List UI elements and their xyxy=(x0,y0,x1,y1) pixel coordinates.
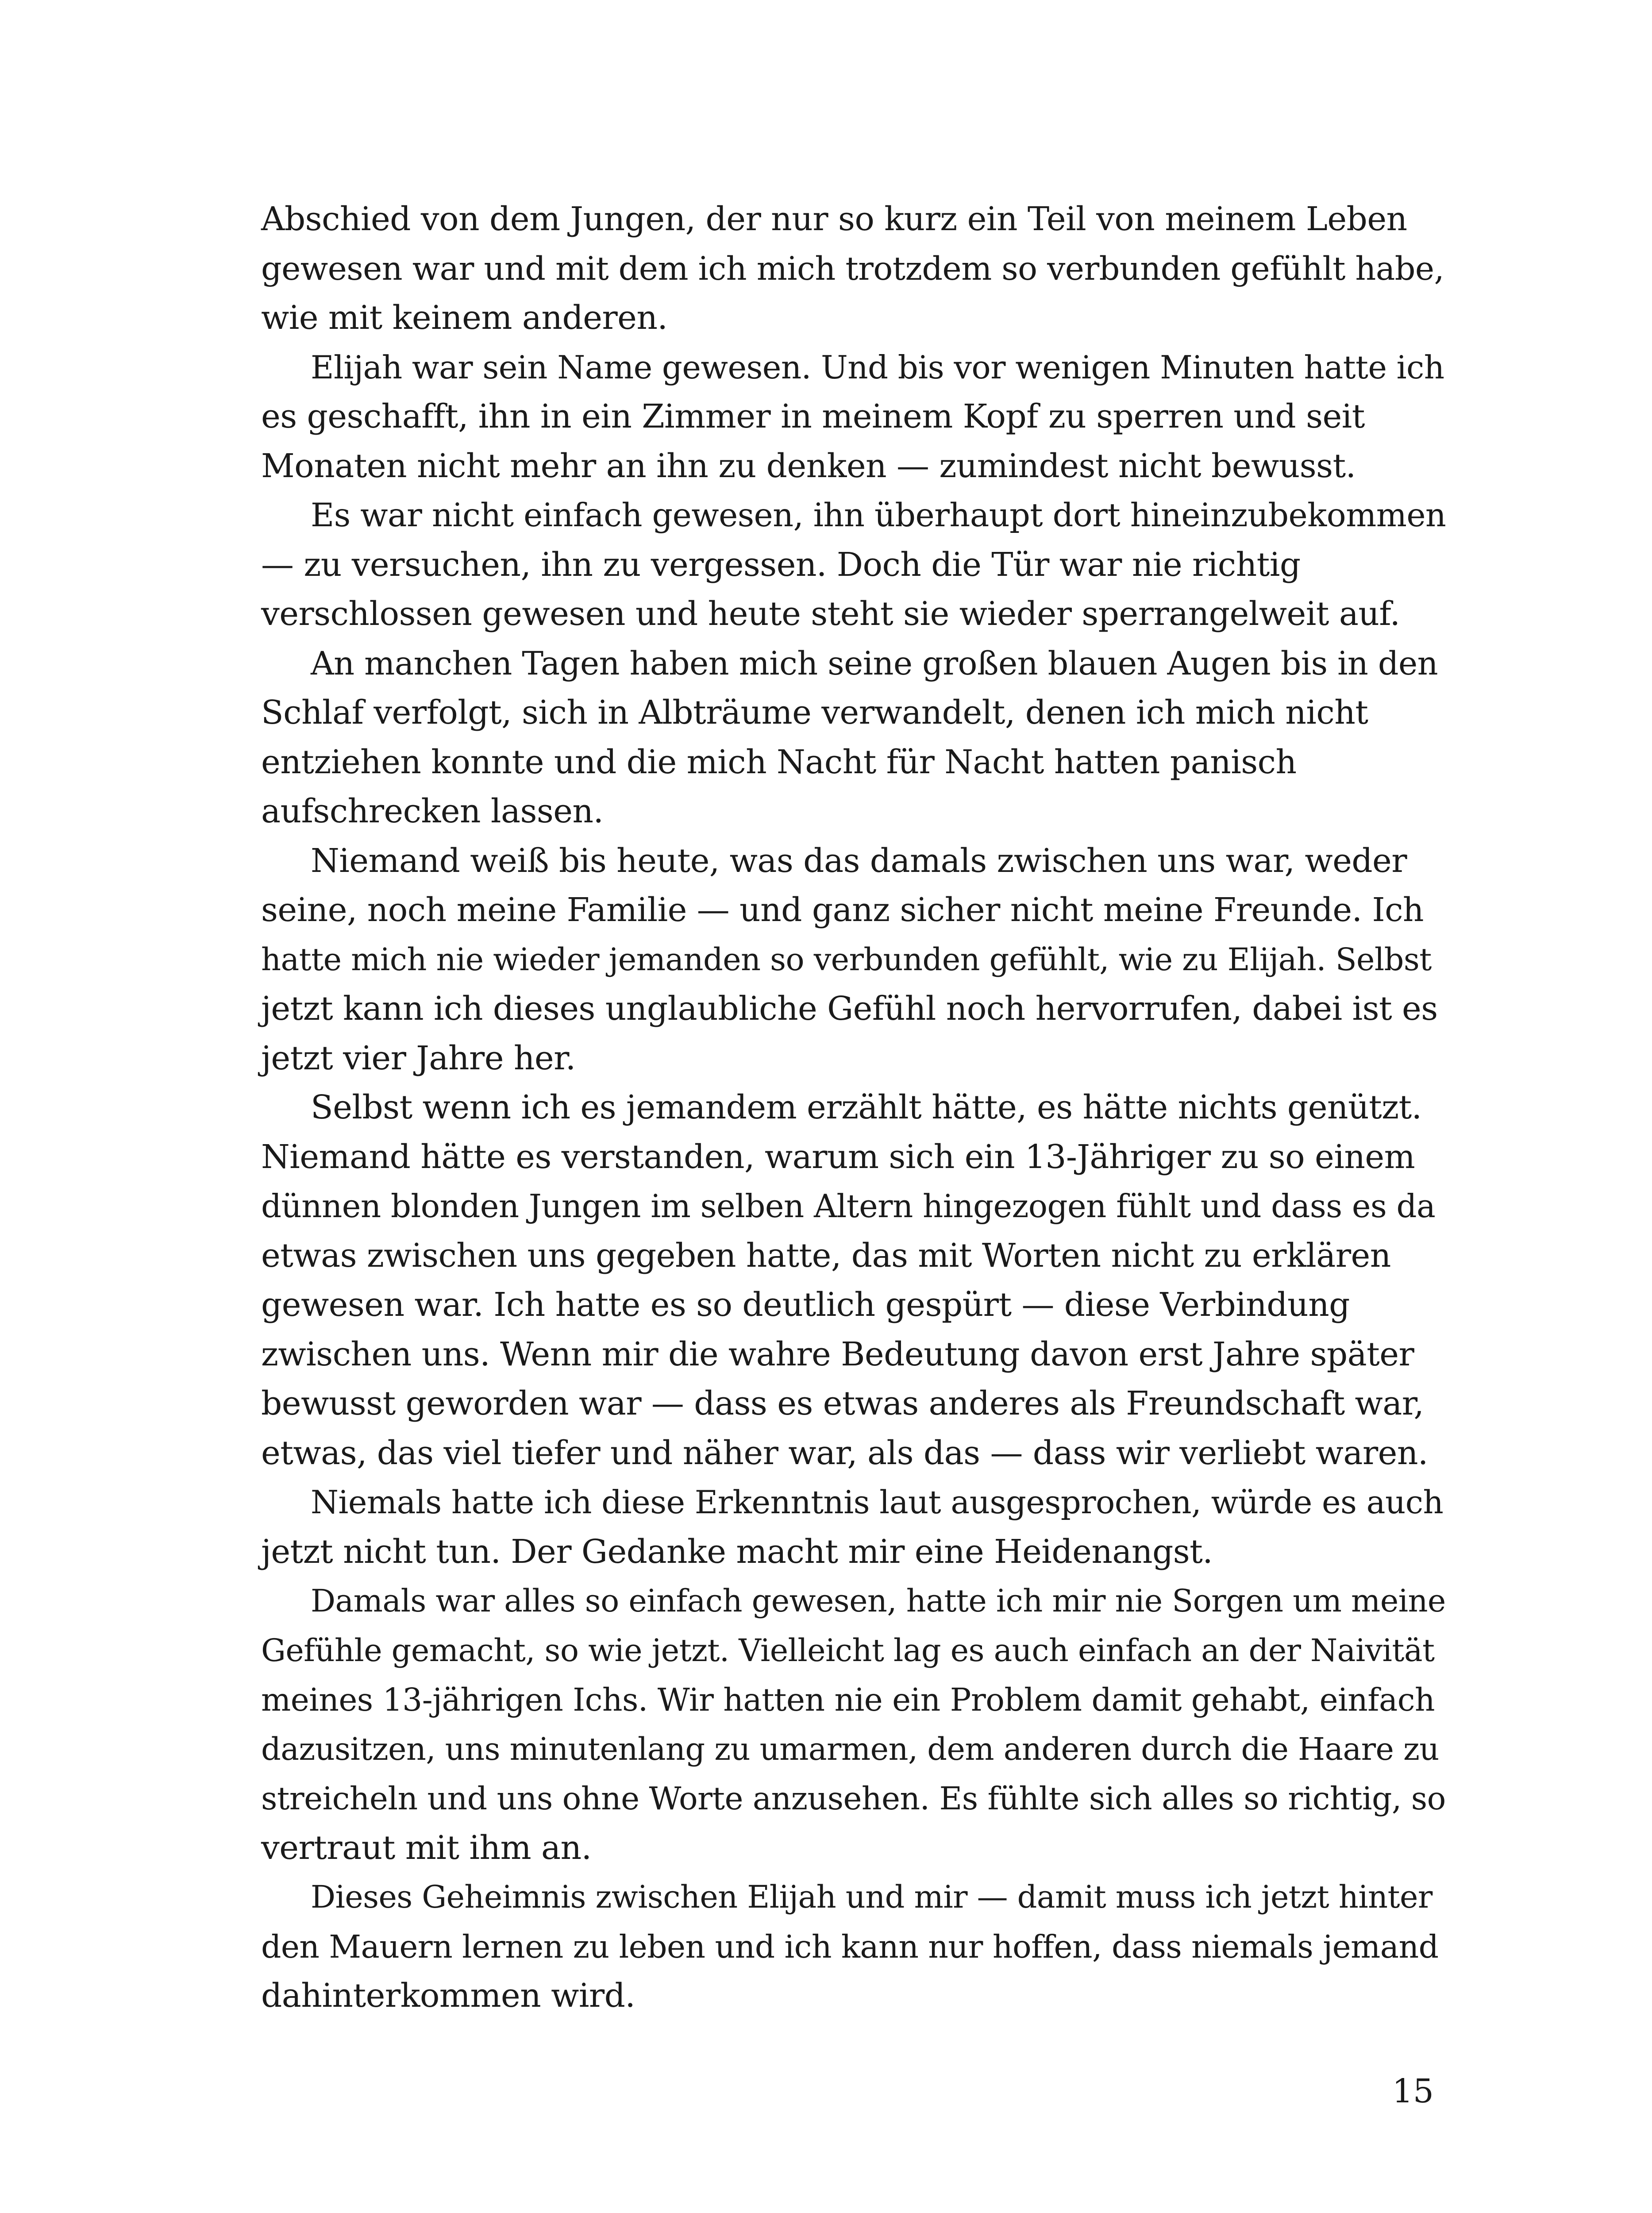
text-line: wie mit keinem anderen. xyxy=(261,299,668,337)
text-line: Niemand hätte es verstanden, warum sich ein 13-Jähriger zu so einem xyxy=(261,1137,1415,1176)
text-line: Dieses Geheimnis zwischen Elijah und mir — damit muss ich jetzt hinter xyxy=(311,1879,1433,1915)
text-line: etwas zwischen uns gegeben hatte, das mit Worten nicht zu erklären xyxy=(261,1236,1391,1275)
text-line: Monaten nicht mehr an ihn zu denken — zumindest nicht bewusst. xyxy=(261,447,1356,485)
text-line: — zu versuchen, ihn zu vergessen. Doch die Tür war nie richtig xyxy=(261,545,1301,584)
text-line: Abschied von dem Jungen, der nur so kurz ein Teil von meinem Leben xyxy=(261,200,1407,238)
text-line: seine, noch meine Familie — und ganz sicher nicht meine Freunde. Ich xyxy=(261,891,1424,929)
text-line: An manchen Tagen haben mich seine großen blauen Augen bis in den xyxy=(311,644,1438,682)
text-line: dahinterkommen wird. xyxy=(261,1977,635,2015)
text-line: Damals war alles so einfach gewesen, hatte ich mir nie Sorgen um meine xyxy=(311,1583,1446,1619)
text-line: Schlaf verfolgt, sich in Albträume verwandelt, denen ich mich nicht xyxy=(261,694,1368,732)
text-line: jetzt nicht tun. Der Gedanke macht mir eine Heidenangst. xyxy=(261,1532,1213,1571)
text-line: meines 13-jährigen Ichs. Wir hatten nie ein Problem damit gehabt, einfach xyxy=(261,1681,1435,1718)
text-line: verschlossen gewesen und heute steht sie wieder sperrangelweit auf. xyxy=(261,595,1400,633)
text-line: jetzt kann ich dieses unglaubliche Gefühl noch hervorrufen, dabei ist es xyxy=(261,990,1438,1028)
text-line: streicheln und uns ohne Worte anzusehen. Es fühlte sich alles so richtig, so xyxy=(261,1780,1446,1817)
text-line: hatte mich nie wieder jemanden so verbunden gefühlt, wie zu Elijah. Selbst xyxy=(261,941,1432,978)
text-line: den Mauern lernen zu leben und ich kann nur hoffen, dass niemals jemand xyxy=(261,1928,1439,1965)
page-number: 15 xyxy=(1392,2072,1434,2110)
text-line: Selbst wenn ich es jemandem erzählt hätte, es hätte nichts genützt. xyxy=(311,1088,1422,1126)
text-line: zwischen uns. Wenn mir die wahre Bedeutung davon erst Jahre später xyxy=(261,1335,1414,1373)
text-line: es geschafft, ihn in ein Zimmer in meinem Kopf zu sperren und seit xyxy=(261,397,1365,436)
text-line: gewesen war. Ich hatte es so deutlich gespürt — diese Verbindung xyxy=(261,1286,1350,1324)
body-text xyxy=(261,195,1447,2021)
text-line: gewesen war und mit dem ich mich trotzdem so verbunden gefühlt habe, xyxy=(261,250,1444,288)
text-line: dünnen blonden Jungen im selben Altern hingezogen fühlt und dass es da xyxy=(261,1187,1436,1225)
text-line: Es war nicht einfach gewesen, ihn überhaupt dort hineinzubekommen xyxy=(311,497,1446,534)
text-line: Gefühle gemacht, so wie jetzt. Vielleicht lag es auch einfach an der Naivität xyxy=(261,1632,1435,1669)
text-line: etwas, das viel tiefer und näher war, als das — dass wir verliebt waren. xyxy=(261,1434,1428,1472)
text-line: vertraut mit ihm an. xyxy=(261,1828,592,1867)
text-line: aufschrecken lassen. xyxy=(261,792,604,830)
text-line: Elijah war sein Name gewesen. Und bis vor wenigen Minuten hatte ich xyxy=(311,348,1444,386)
text-line: bewusst geworden war — dass es etwas anderes als Freundschaft war, xyxy=(261,1384,1424,1423)
text-line: Niemals hatte ich diese Erkenntnis laut ausgesprochen, würde es auch xyxy=(311,1484,1444,1521)
text-line: entziehen konnte und die mich Nacht für Nacht hatten panisch xyxy=(261,743,1297,781)
text-line: Niemand weiß bis heute, was das damals zwischen uns war, weder xyxy=(311,841,1407,880)
text-line: dazusitzen, uns minutenlang zu umarmen, dem anderen durch die Haare zu xyxy=(261,1731,1439,1767)
text-line: jetzt vier Jahre her. xyxy=(261,1039,576,1077)
